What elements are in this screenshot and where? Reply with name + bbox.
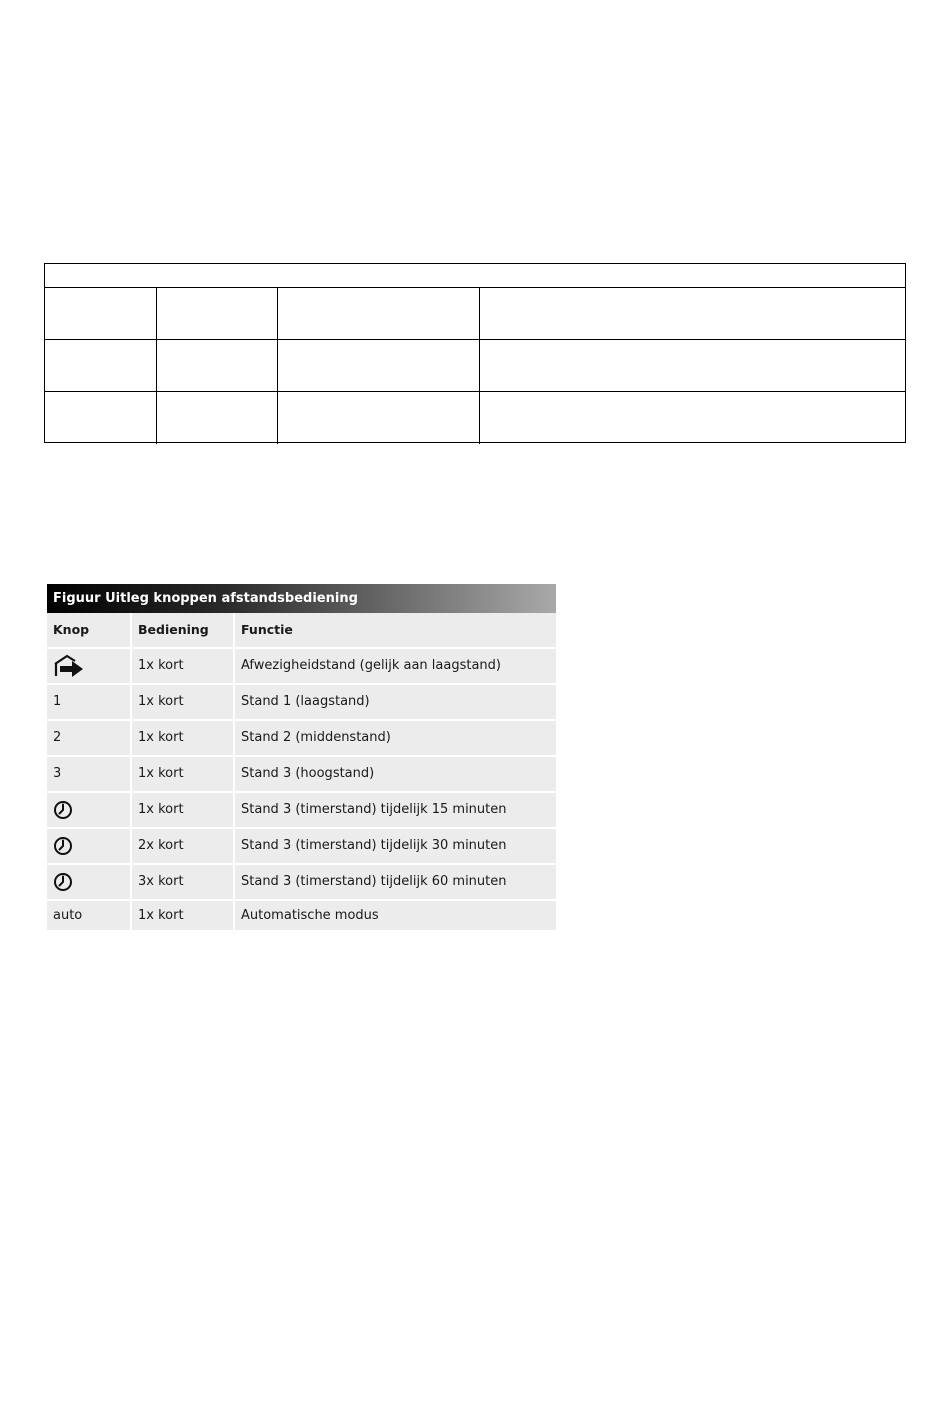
knop-cell: 3	[47, 757, 130, 791]
grid-cell	[45, 392, 157, 444]
grid-row	[45, 288, 905, 340]
functie-cell: Afwezigheidstand (gelijk aan laagstand)	[235, 649, 556, 683]
table-row	[47, 865, 556, 901]
header-functie: Functie	[235, 613, 556, 647]
table-row	[47, 829, 556, 865]
functie-cell: Stand 3 (hoogstand)	[235, 757, 556, 791]
grid-cell	[157, 340, 278, 391]
bediening-cell: 1x kort	[132, 793, 233, 827]
header-knop: Knop	[47, 613, 130, 647]
grid-row	[45, 392, 905, 444]
table-row	[47, 901, 556, 930]
clock-icon	[53, 872, 73, 892]
empty-grid-table	[44, 263, 906, 443]
bediening-cell: 1x kort	[132, 901, 233, 930]
functie-cell: Stand 1 (laagstand)	[235, 685, 556, 719]
grid-cell	[480, 340, 905, 391]
bediening-cell: 1x kort	[132, 757, 233, 791]
grid-row	[45, 340, 905, 392]
knop-cell	[47, 829, 130, 863]
bediening-cell: 1x kort	[132, 721, 233, 755]
bediening-cell: 1x kort	[132, 649, 233, 683]
table-row	[47, 721, 556, 757]
bediening-cell: 3x kort	[132, 865, 233, 899]
grid-cell	[480, 392, 905, 444]
grid-cell	[278, 392, 480, 444]
knop-cell	[47, 793, 130, 827]
knop-cell	[47, 865, 130, 899]
grid-header-row	[45, 264, 905, 288]
grid-cell	[480, 288, 905, 339]
knop-cell	[47, 649, 130, 683]
grid-cell	[278, 288, 480, 339]
grid-cell	[45, 288, 157, 339]
grid-cell	[157, 288, 278, 339]
functie-cell: Stand 3 (timerstand) tijdelijk 15 minuten	[235, 793, 556, 827]
header-bediening: Bediening	[132, 613, 233, 647]
clock-icon	[53, 836, 73, 856]
grid-cell	[278, 340, 480, 391]
clock-icon	[53, 800, 73, 820]
table-row	[47, 757, 556, 793]
bediening-cell: 2x kort	[132, 829, 233, 863]
table-row	[47, 793, 556, 829]
knop-cell: 2	[47, 721, 130, 755]
figure-title: Figuur Uitleg knoppen afstandsbediening	[47, 584, 556, 613]
knop-cell: 1	[47, 685, 130, 719]
grid-cell	[45, 340, 157, 391]
house-arrow-icon	[53, 654, 85, 678]
functie-cell: Stand 3 (timerstand) tijdelijk 30 minuten	[235, 829, 556, 863]
table-row	[47, 649, 556, 685]
functie-cell: Automatische modus	[235, 901, 556, 930]
functie-cell: Stand 2 (middenstand)	[235, 721, 556, 755]
functie-cell: Stand 3 (timerstand) tijdelijk 60 minuten	[235, 865, 556, 899]
knop-cell: auto	[47, 901, 130, 930]
remote-buttons-figure	[47, 584, 556, 930]
table-row	[47, 685, 556, 721]
bediening-cell: 1x kort	[132, 685, 233, 719]
table-header-row	[47, 613, 556, 649]
grid-cell	[157, 392, 278, 444]
